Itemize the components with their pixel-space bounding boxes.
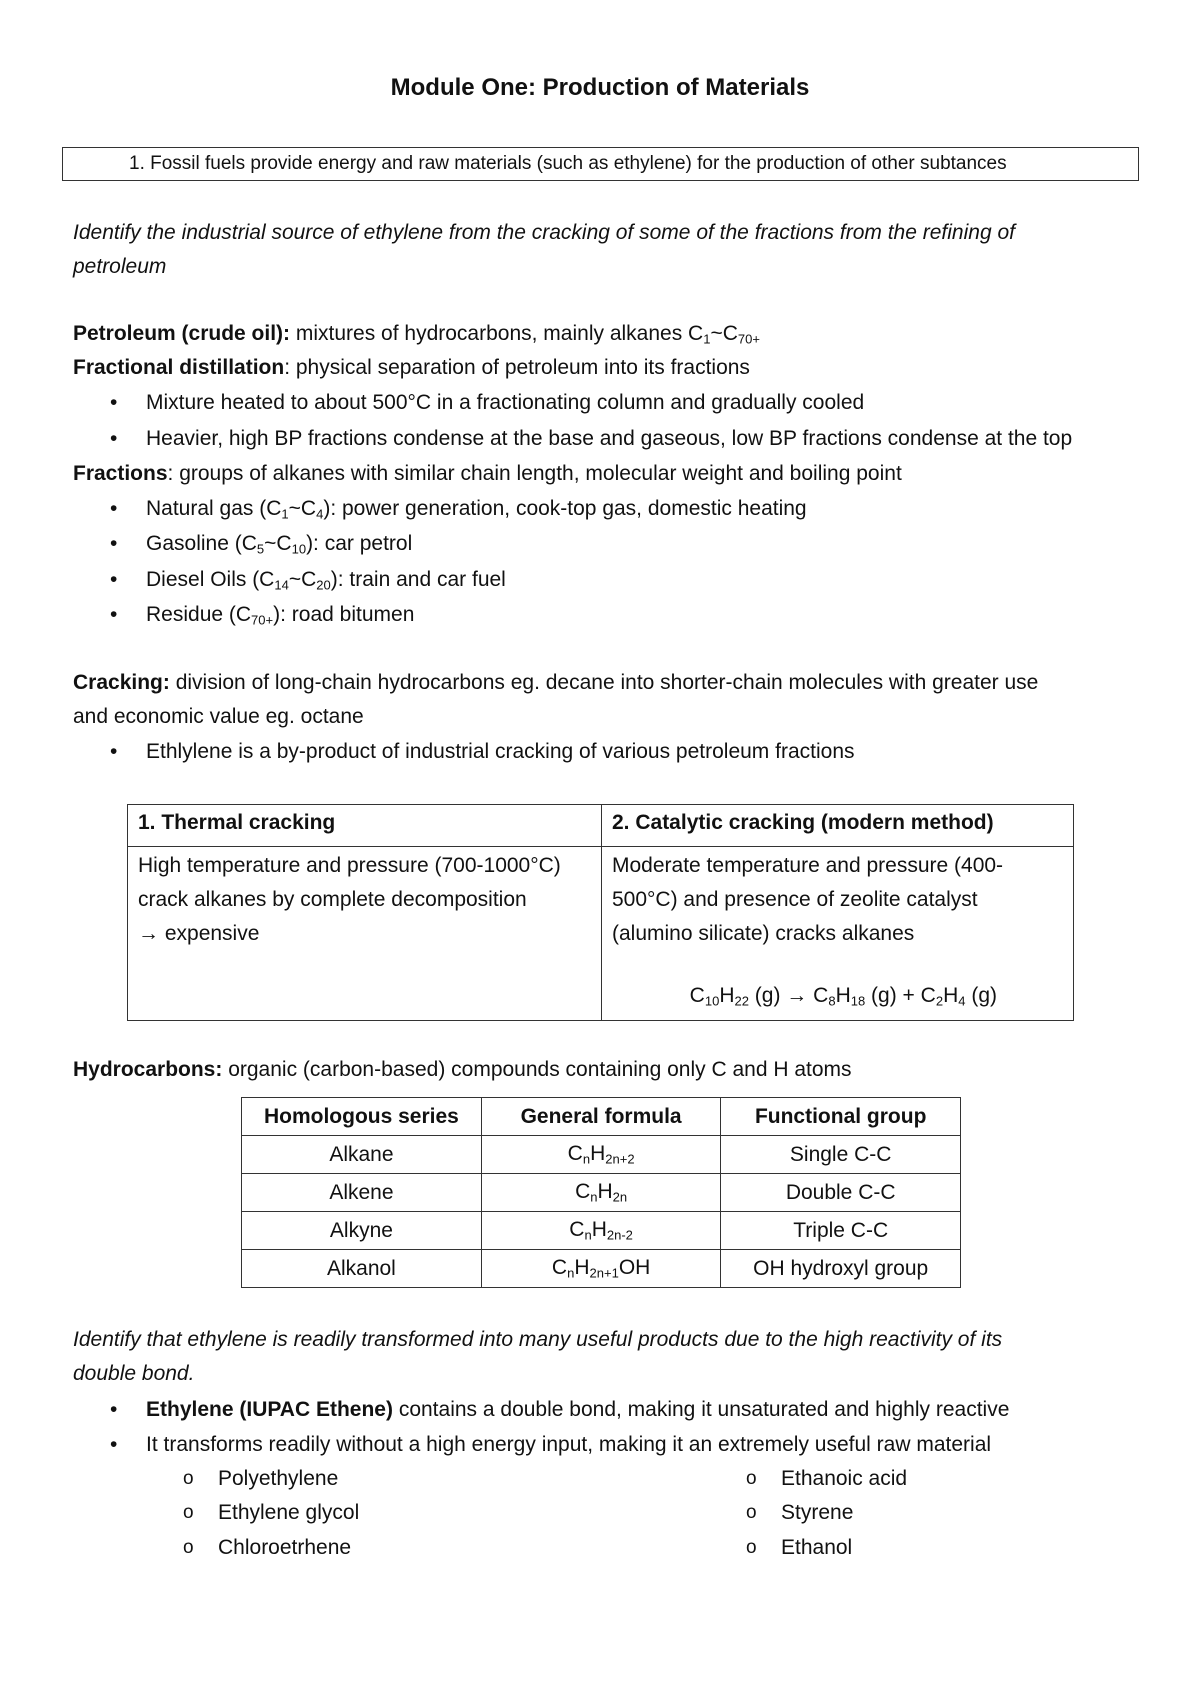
list-item: Ethanoic acid	[781, 1467, 908, 1490]
syllabus-point-2-line-1: Identify that ethylene is readily transformed into many useful products due to the high reactivity of its	[73, 1328, 1003, 1351]
circle-bullet-icon: o	[746, 1468, 757, 1489]
bullet-icon: •	[110, 568, 118, 591]
table-row: Alkane $C_nH_{2n+2}$ Single C-C	[242, 1136, 961, 1174]
homologous-series-table	[241, 1097, 961, 1288]
cracking-definition-line-2: and economic value eg. octane	[73, 705, 364, 728]
circle-bullet-icon: o	[746, 1502, 757, 1523]
petroleum-term: Petroleum (crude oil):	[73, 322, 291, 345]
fractional-distillation-definition: Fractional distillation: physical separation of petroleum into its fractions	[73, 356, 750, 379]
table-row: Alkyne $C_nH_{2n-2}$ Triple C-C	[242, 1212, 961, 1250]
list-item: It transforms readily without a high energy input, making it an extremely useful raw material	[146, 1433, 992, 1456]
table-row: Alkanol $C_nH_{2n+1}OH$ OH hydroxyl group	[242, 1250, 961, 1288]
section-heading-box: 1. Fossil fuels provide energy and raw materials (such as ethylene) for the production of other subtances	[62, 147, 1139, 181]
cracking-equation: $C_{10}H_{22}$ $(g) \to C_8H_{18}$ $(g) + C_2H_4$ (g)	[689, 984, 997, 1009]
page-title: Module One: Production of Materials	[390, 74, 810, 101]
table-header-cell: 2. Catalytic cracking (modern method)	[602, 805, 1074, 847]
bullet-icon: •	[110, 391, 118, 414]
bullet-icon: •	[110, 1433, 118, 1456]
table-cell-thermal: High temperature and pressure (700-1000°C) crack alkanes by complete decomposition → expensive	[128, 847, 602, 1021]
fractions-definition: Fractions: groups of alkanes with similar chain length, molecular weight and boiling point	[73, 462, 902, 485]
list-item: Diesel Oils $(C_{14}\sim C_{20})$: train and car fuel	[146, 568, 506, 593]
hydrocarbons-term: Hydrocarbons:	[73, 1058, 223, 1081]
bullet-icon: •	[110, 427, 118, 450]
bullet-icon: •	[110, 1398, 118, 1421]
list-item: Ethylene glycol	[218, 1501, 360, 1524]
circle-bullet-icon: o	[183, 1537, 194, 1558]
cracking-definition: Cracking: division of long-chain hydrocarbons eg. decane into shorter-chain molecules with greater use	[73, 671, 1039, 694]
list-item: Heavier, high BP fractions condense at the base and gaseous, low BP fractions condense at the top	[146, 427, 1073, 450]
fractional-distillation-term: Fractional distillation	[73, 356, 285, 379]
circle-bullet-icon: o	[746, 1537, 757, 1558]
bullet-icon: •	[110, 740, 118, 763]
cracking-methods-table	[127, 804, 1074, 1021]
list-item: Ethlylene is a by-product of industrial cracking of various petroleum fractions	[146, 740, 855, 763]
list-item: Natural gas $(C_1\sim C_4)$: power generation, cook-top gas, domestic heating	[146, 497, 807, 522]
syllabus-point-1-line-2: petroleum	[73, 255, 167, 278]
syllabus-point-2-line-2: double bond.	[73, 1362, 195, 1385]
bullet-icon: •	[110, 532, 118, 555]
table-cell-catalytic: Moderate temperature and pressure (400- 500°C) and presence of zeolite catalyst (alumino silicate) cracks alkanes $C_{10}H_{22}$ $(g) \to C_8H_{18}$ $(g) + C_2H_4$ (g)	[602, 847, 1074, 1021]
syllabus-point-1-line-1: Identify the industrial source of ethylene from the cracking of some of the fractions from the refining of	[73, 221, 1015, 244]
circle-bullet-icon: o	[183, 1502, 194, 1523]
table-row: Alkene $C_nH_{2n}$ Double C-C	[242, 1174, 961, 1212]
table-header-cell: 1. Thermal cracking	[128, 805, 602, 847]
table-header-cell: Homologous series	[242, 1098, 482, 1136]
list-item: Gasoline $(C_5\sim C_{10})$: car petrol	[146, 532, 413, 557]
hydrocarbons-definition: Hydrocarbons: organic (carbon-based) compounds containing only C and H atoms	[73, 1058, 852, 1081]
list-item: Ethanol	[781, 1536, 853, 1559]
table-header-cell: Functional group	[721, 1098, 961, 1136]
list-item: Styrene	[781, 1501, 854, 1524]
fractions-term: Fractions	[73, 462, 168, 485]
bullet-icon: •	[110, 603, 118, 626]
cracking-term: Cracking:	[73, 671, 170, 694]
circle-bullet-icon: o	[183, 1468, 194, 1489]
list-item: Polyethylene	[218, 1467, 339, 1490]
list-item: Chloroetrhene	[218, 1536, 352, 1559]
table-header-cell: General formula	[481, 1098, 721, 1136]
petroleum-definition: Petroleum (crude oil): mixtures of hydrocarbons, mainly alkanes $C_1\sim C_{70+}$	[73, 322, 760, 347]
bullet-icon: •	[110, 497, 118, 520]
list-item: Ethylene (IUPAC Ethene) contains a double bond, making it unsaturated and highly reactive	[146, 1398, 1010, 1421]
ethylene-term: Ethylene (IUPAC Ethene)	[146, 1398, 393, 1421]
list-item: Residue $(C_{70+})$: road bitumen	[146, 603, 415, 628]
list-item: Mixture heated to about 500°C in a fractionating column and gradually cooled	[146, 391, 865, 414]
